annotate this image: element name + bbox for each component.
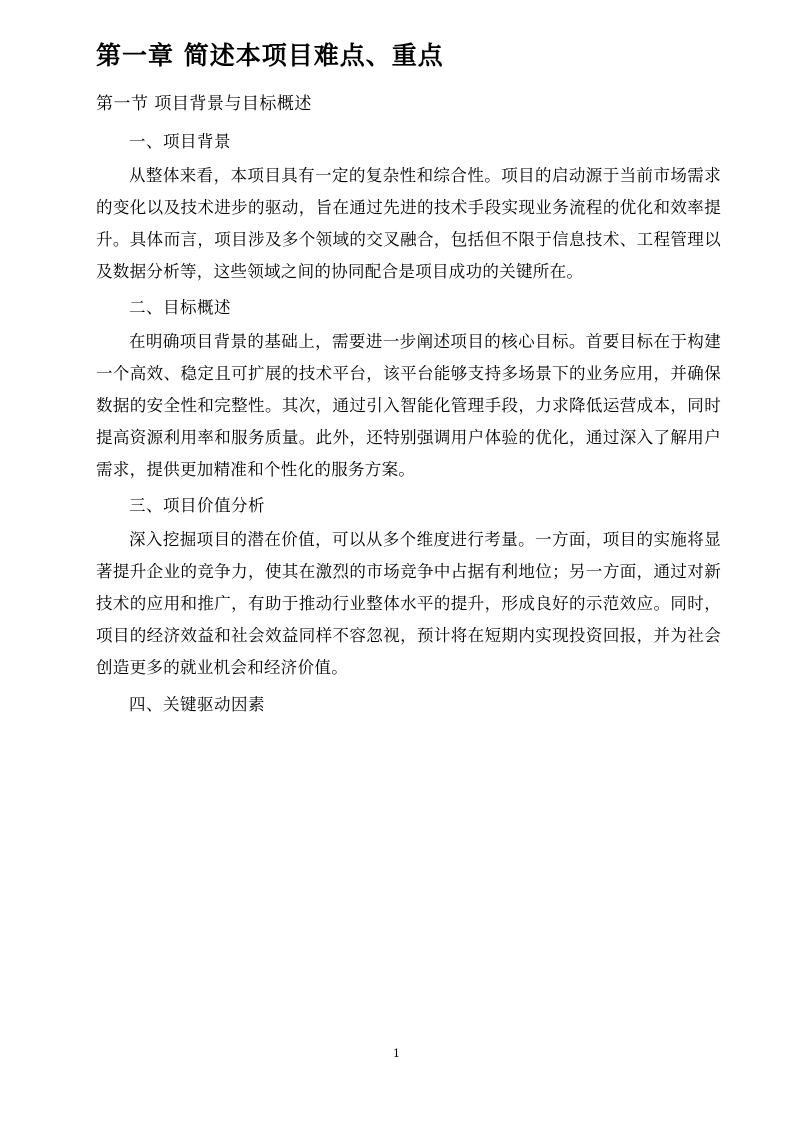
paragraph-3: 深入挖掘项目的潜在价值，可以从多个维度进行考量。一方面，项目的实施将显著提升企业的竞争力，使其在激烈的市场竞争中占据有利地位；另一方面，通过对新技术的应用和推广，有助于推动行业整体水平的提升，形成良好的示范效应。同时，项目的经济效益和社会效益同样不容忽视，预计将在短期内实现投资回报，并为社会创造更多的就业机会和经济价值。 bbox=[96, 529, 721, 678]
section-title: 第一节 项目背景与目标概述 bbox=[96, 94, 312, 114]
page-number: 1 bbox=[393, 1047, 400, 1060]
subsection-heading-4: 四、关键驱动因素 bbox=[129, 694, 265, 714]
chapter-title: 第一章 简述本项目难点、重点 bbox=[96, 41, 444, 70]
subsection-heading-2: 二、目标概述 bbox=[129, 298, 231, 318]
subsection-heading-1: 一、项目背景 bbox=[129, 132, 231, 152]
paragraph-2: 在明确项目背景的基础上，需要进一步阐述项目的核心目标。首要目标在于构建一个高效、稳定且可扩展的技术平台，该平台能够支持多场景下的业务应用，并确保数据的安全性和完整性。其次，通过引入智能化管理手段，力求降低运营成本，同时提高资源利用率和服务质量。此外，还特别强调用户体验的优化，通过深入了解用户需求，提供更加精准和个性化的服务方案。 bbox=[96, 331, 721, 480]
subsection-heading-3: 三、项目价值分析 bbox=[129, 496, 265, 516]
paragraph-1: 从整体来看，本项目具有一定的复杂性和综合性。项目的启动源于当前市场需求的变化以及技术进步的驱动，旨在通过先进的技术手段实现业务流程的优化和效率提升。具体而言，项目涉及多个领域的交叉融合，包括但不限于信息技术、工程管理以及数据分析等，这些领域之间的协同配合是项目成功的关键所在。 bbox=[96, 165, 721, 282]
